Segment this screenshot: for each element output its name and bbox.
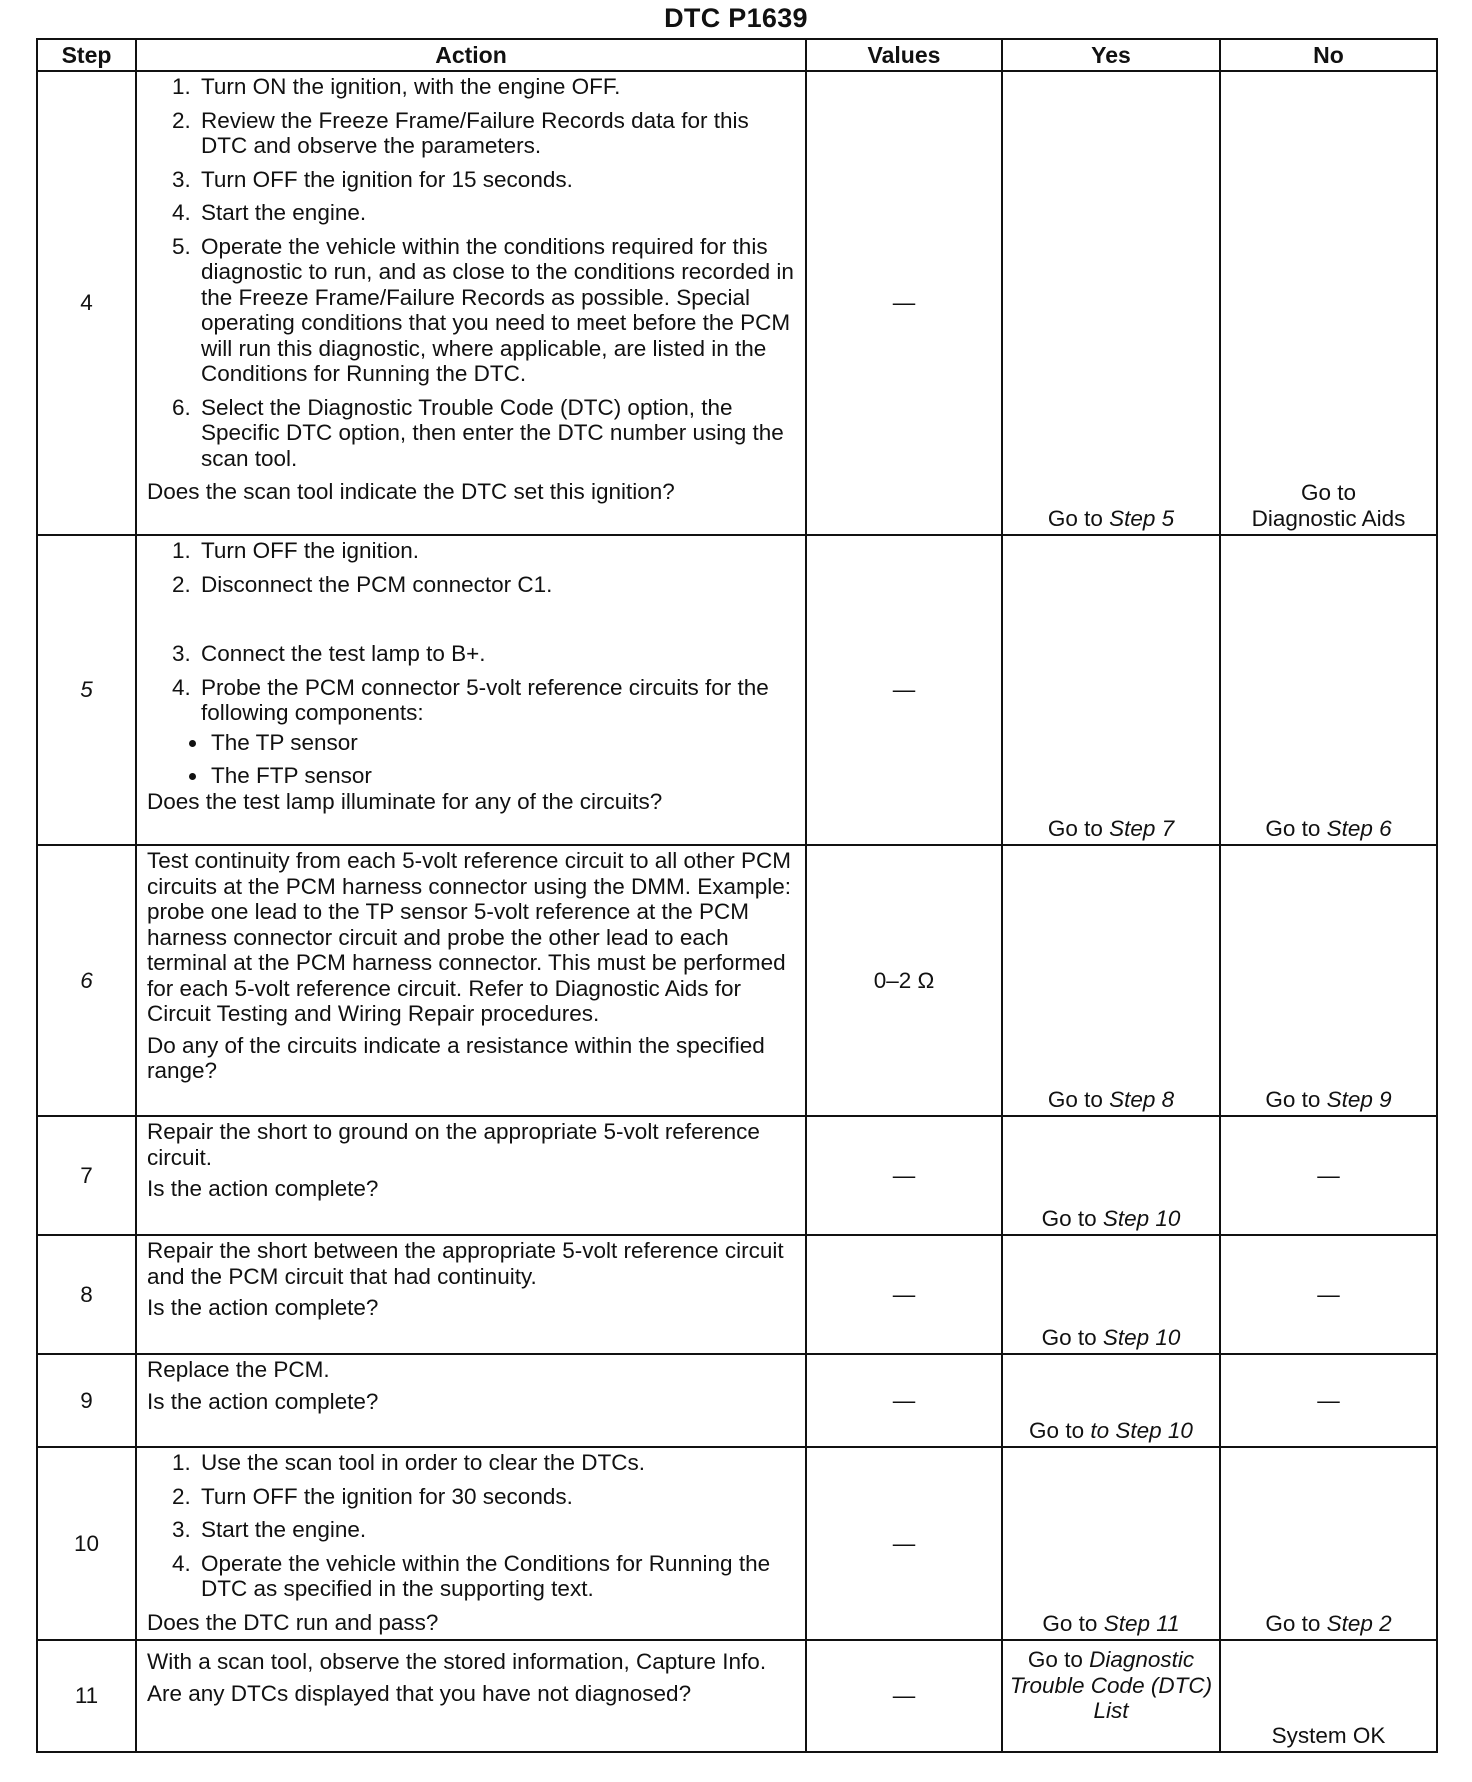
- step-number: 8: [37, 1235, 136, 1354]
- yes-prefix: Go to: [1047, 815, 1110, 841]
- yes-cell: [1002, 1640, 1220, 1752]
- list-item: • The FTP sensor: [209, 763, 801, 789]
- yes-step-ref: Step 7: [1109, 815, 1175, 841]
- no-step-ref: Step 9: [1326, 1086, 1392, 1112]
- step-number: 5: [37, 535, 136, 845]
- action-cell: [136, 1354, 806, 1447]
- no-cell: —: [1220, 1235, 1437, 1354]
- values-cell: —: [806, 1235, 1002, 1354]
- no-line-2: Diagnostic Aids: [1251, 505, 1406, 531]
- table-header-row: [37, 39, 1437, 71]
- yes-prefix: Go to: [1047, 505, 1110, 531]
- action-cell: [136, 535, 806, 845]
- yes-cell: [1002, 1235, 1220, 1354]
- table-row: [37, 1640, 1437, 1752]
- table-row: [37, 1235, 1437, 1354]
- list-item: 1. Turn OFF the ignition.: [197, 538, 801, 564]
- yes-cell: [1002, 845, 1220, 1116]
- yes-prefix: Go to: [1041, 1205, 1103, 1231]
- list-item: 1. Turn ON the ignition, with the engine OFF.: [197, 74, 801, 100]
- action-question: Does the test lamp illuminate for any of the circuits?: [147, 788, 663, 814]
- table-row: [37, 535, 1437, 845]
- action-cell: [136, 1640, 806, 1752]
- step-number: 4: [37, 71, 136, 535]
- header-step: Step: [37, 39, 136, 71]
- yes-prefix: Go to: [1042, 1610, 1104, 1636]
- action-text: Repair the short between the appropriate 5-volt reference circuit and the PCM circuit that had continuity.: [147, 1238, 784, 1289]
- no-step-ref: Step 6: [1326, 815, 1392, 841]
- action-steps-continued: [147, 641, 801, 726]
- list-item: 3. Turn OFF the ignition for 15 seconds.: [197, 167, 801, 193]
- no-cell: —: [1220, 1116, 1437, 1235]
- list-item: 1. Use the scan tool in order to clear the DTCs.: [197, 1450, 801, 1476]
- yes-step-ref: to Step 10: [1090, 1417, 1193, 1443]
- list-item: • The TP sensor: [209, 730, 801, 756]
- step-number: 11: [37, 1640, 136, 1752]
- list-item: 4. Operate the vehicle within the Conditions for Running the DTC as specified in the supporting text.: [197, 1551, 801, 1602]
- list-item: 5. Operate the vehicle within the conditions required for this diagnostic to run, and as close to the conditions recorded in the Freeze Frame/Failure Records as possible. Special operating conditions that you need to meet before the PCM will run this diagnostic, where applicable, are listed in the Conditions for Running the DTC.: [197, 234, 801, 387]
- yes-step-ref: Step 10: [1102, 1324, 1181, 1350]
- table-row: [37, 845, 1437, 1116]
- no-cell: —: [1220, 1354, 1437, 1447]
- values-cell: —: [806, 1640, 1002, 1752]
- action-cell: [136, 845, 806, 1116]
- action-question: Does the DTC run and pass?: [147, 1609, 439, 1635]
- step-number: 9: [37, 1354, 136, 1447]
- yes-prefix: Go to: [1027, 1647, 1090, 1672]
- action-cell: [136, 71, 806, 535]
- no-cell: [1220, 845, 1437, 1116]
- list-item: 2. Review the Freeze Frame/Failure Records data for this DTC and observe the parameters.: [197, 108, 801, 159]
- action-cell: [136, 1116, 806, 1235]
- action-question: Are any DTCs displayed that you have not diagnosed?: [147, 1680, 692, 1706]
- yes-step-ref: Step 5: [1109, 505, 1175, 531]
- yes-step-ref: Step 11: [1103, 1610, 1180, 1636]
- no-step-ref: Step 2: [1326, 1610, 1392, 1636]
- yes-step-ref: Step 10: [1102, 1205, 1181, 1231]
- table-row: [37, 1354, 1437, 1447]
- yes-cell: [1002, 1354, 1220, 1447]
- yes-cell: [1002, 1116, 1220, 1235]
- action-text: Repair the short to ground on the appropriate 5-volt reference circuit.: [147, 1119, 760, 1170]
- yes-prefix: Go to: [1029, 1417, 1091, 1443]
- step-number: 7: [37, 1116, 136, 1235]
- no-cell: [1220, 71, 1437, 535]
- header-action: Action: [136, 39, 806, 71]
- list-item: 3. Connect the test lamp to B+.: [197, 641, 801, 667]
- action-question: Is the action complete?: [147, 1295, 379, 1320]
- list-item: 4. Probe the PCM connector 5-volt reference circuits for the following components:: [197, 675, 801, 726]
- list-item: 2. Turn OFF the ignition for 30 seconds.: [197, 1484, 801, 1510]
- action-text: Replace the PCM.: [147, 1357, 330, 1382]
- yes-cell: [1002, 535, 1220, 845]
- yes-step-ref: Step 8: [1109, 1086, 1175, 1112]
- action-cell: [136, 1235, 806, 1354]
- action-cell: [136, 1447, 806, 1640]
- list-item: 3. Start the engine.: [197, 1517, 801, 1543]
- action-question: Does the scan tool indicate the DTC set this ignition?: [147, 479, 675, 504]
- table-row: [37, 71, 1437, 535]
- no-cell: [1220, 535, 1437, 845]
- action-steps: [147, 1450, 801, 1610]
- list-item: 6. Select the Diagnostic Trouble Code (DTC) option, the Specific DTC option, then enter the DTC number using the scan tool.: [197, 395, 801, 472]
- no-cell: [1220, 1447, 1437, 1640]
- values-cell: —: [806, 71, 1002, 535]
- header-values: Values: [806, 39, 1002, 71]
- no-cell: System OK: [1220, 1640, 1437, 1752]
- action-text: Test continuity from each 5-volt reference circuit to all other PCM circuits at the PCM harness connector using the DMM. Example: probe one lead to the TP sensor 5-volt reference at the PCM harness connector circuit and probe the other lead to each terminal at the PCM harness connector. This must be performed for each 5-volt reference circuit. Refer to Diagnostic Aids for Circuit Testing and Wiring Repair procedures.: [147, 848, 792, 1026]
- yes-prefix: Go to: [1041, 1324, 1103, 1350]
- values-cell: —: [806, 1354, 1002, 1447]
- page-title: DTC P1639: [664, 3, 808, 33]
- action-steps: [147, 74, 801, 479]
- action-question: Is the action complete?: [147, 1176, 379, 1201]
- list-item: 4. Start the engine.: [197, 200, 801, 226]
- table-row: [37, 1447, 1437, 1640]
- action-question: Is the action complete?: [147, 1388, 379, 1414]
- values-cell: —: [806, 1447, 1002, 1640]
- step-number: 6: [37, 845, 136, 1116]
- no-prefix: Go to: [1265, 815, 1327, 841]
- values-cell: —: [806, 535, 1002, 845]
- values-cell: —: [806, 1116, 1002, 1235]
- diagnostic-table: [36, 38, 1438, 1753]
- yes-cell: [1002, 71, 1220, 535]
- values-cell: 0–2 Ω: [806, 845, 1002, 1116]
- component-list: [147, 730, 801, 789]
- no-prefix: Go to: [1265, 1610, 1327, 1636]
- action-question: Do any of the circuits indicate a resistance within the specified range?: [147, 1032, 765, 1083]
- yes-step-ref: Diagnostic Trouble Code (DTC) List: [1009, 1647, 1213, 1723]
- yes-prefix: Go to: [1047, 1086, 1110, 1112]
- action-steps: [147, 538, 801, 597]
- table-row: [37, 1116, 1437, 1235]
- no-line-1: Go to: [1300, 480, 1357, 505]
- header-yes: Yes: [1002, 39, 1220, 71]
- step-number: 10: [37, 1447, 136, 1640]
- header-no: No: [1220, 39, 1437, 71]
- list-item: 2. Disconnect the PCM connector C1.: [197, 572, 801, 598]
- yes-cell: [1002, 1447, 1220, 1640]
- action-text: With a scan tool, observe the stored information, Capture Info.: [147, 1649, 767, 1674]
- no-prefix: Go to: [1265, 1086, 1327, 1112]
